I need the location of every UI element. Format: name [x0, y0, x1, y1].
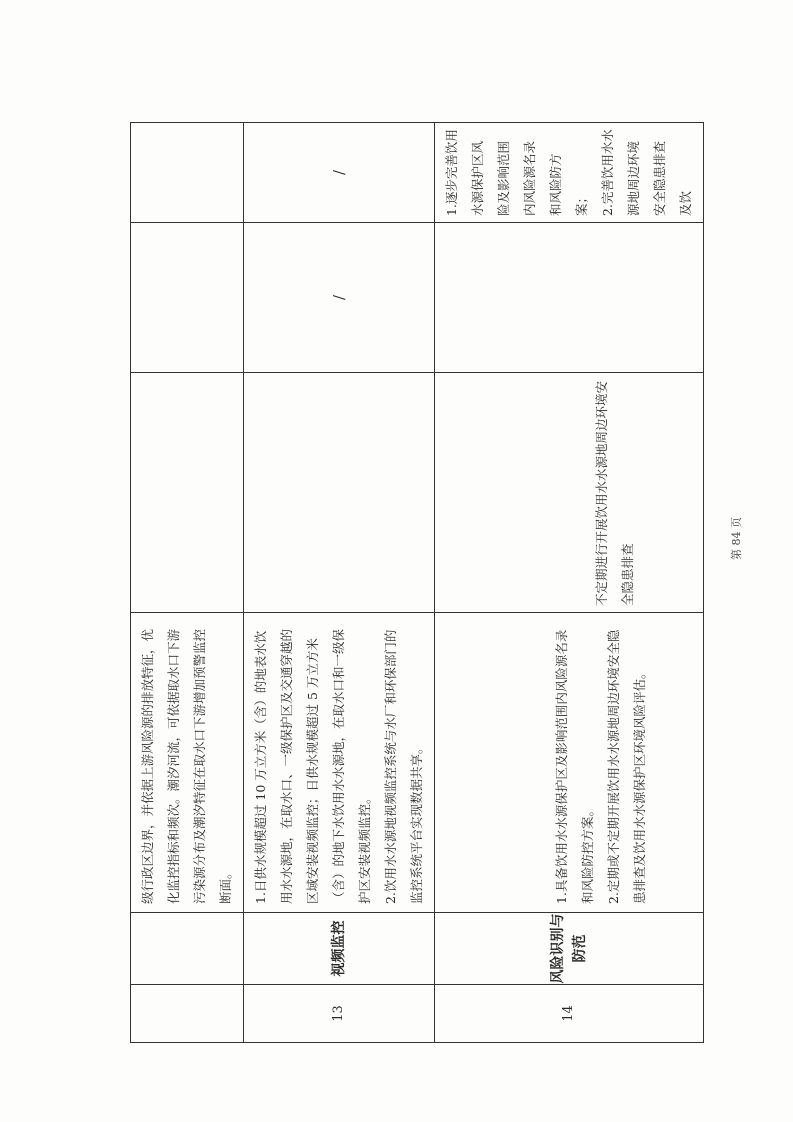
requirement-item-1: 1.具备饮用水水源保护区及影响范围内风险源名录和风险防控方案。 [554, 629, 595, 904]
requirement-cell [435, 613, 704, 913]
measure-cell [435, 123, 704, 223]
requirement-cell [131, 613, 244, 913]
table-row-category [131, 913, 244, 985]
measure-item-2: 2.完善饮用水水源地周边环境安全隐患排查及饮 [600, 129, 693, 216]
status-cell [131, 373, 244, 613]
measure-cell [131, 123, 244, 223]
requirement-text: 级行政区边界，并依据上游风险源的排放特征，优化监控指标和频次。潮汐河流，可依据取水口下游污染源分布及潮汐特征在取水口下游增加预警监控断面。 [140, 628, 233, 904]
table-row [244, 123, 435, 1043]
table-row [435, 123, 704, 1043]
requirement-item-2: 2.饮用水水源地视频监控系统与水厂和环保部门的监控系统平台实现数据共享。 [383, 629, 424, 904]
status-cell [244, 373, 435, 613]
status-text: 不定期进行开展饮用水水源地周边环境安全隐患排查 [594, 380, 635, 606]
assessment-table [130, 122, 704, 1043]
rotated-table-container [130, 123, 693, 1043]
issue-cell [435, 223, 704, 373]
measure-cell: / [244, 123, 435, 223]
page-number: 第 84 页 [730, 517, 743, 560]
status-cell [435, 373, 704, 613]
table-row [131, 123, 244, 1043]
requirement-cell [244, 613, 435, 913]
measure-item-1: 1.逐步完善饮用水源保护区风险及影响范围内风险源名录和风险防方案； [444, 129, 589, 216]
table-row-category: 视频监控 [244, 913, 435, 985]
requirement-item-2: 2.定期或不定期开展饮用水水源地周边环境安全隐患排查及饮用水水源保护区环境风险评估。 [606, 629, 647, 904]
requirement-item-1: 1.日供水规模超过 10 万立方米（含）的地表水饮用水水源地，在取水口、一级保护区及交通穿越的区域安装视频监控；日供水规模超过 5 万立方米（含）的地下水饮用水水源地，在取水口和一级保护区安装视频监控。 [253, 628, 372, 904]
table-row-number: 13 [244, 985, 435, 1043]
table-row-category: 风险识别与防范 [435, 913, 704, 985]
issue-cell: / [244, 223, 435, 373]
table-row-number [131, 985, 244, 1043]
issue-cell [131, 223, 244, 373]
table-row-number: 14 [435, 985, 704, 1043]
